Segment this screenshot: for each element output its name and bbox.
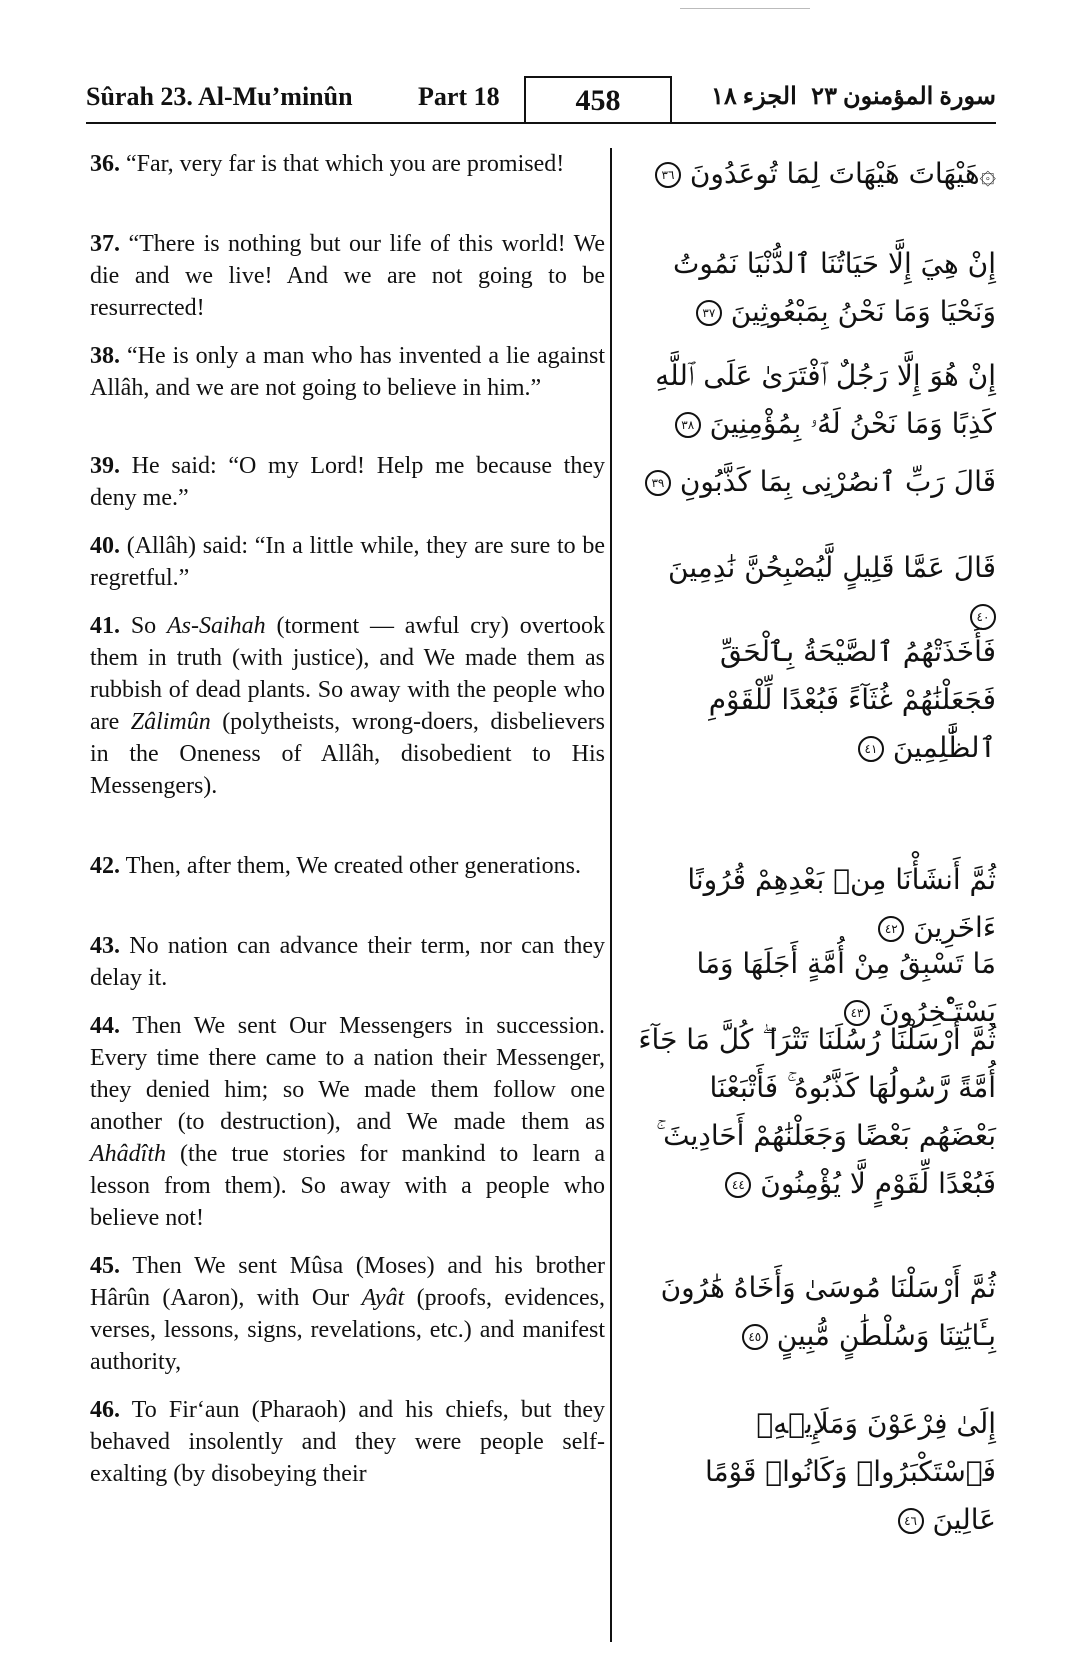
surah-title-ar: سورة المؤمنون ٢٣ — [811, 84, 996, 110]
verse-46: 46. To Fir‘aun (Pharaoh) and his chiefs, but they behaved insolently and they were people self-exalting (by disobeying their — [90, 1397, 605, 1487]
verse-end-marker: ٤٣ — [844, 1000, 870, 1026]
verse-end-marker: ٤٤ — [725, 1172, 751, 1198]
arabic-verse-38: إِنْ هُوَ إِلَّا رَجُلٌ ٱفْتَرَىٰ عَلَى ٱللَّهِ كَذِبًا وَمَا نَحْنُ لَهُۥ بِمُؤْمِنِينَ ٣٨ — [655, 359, 996, 440]
verse-end-marker: ٤٢ — [878, 916, 904, 942]
verse-39: 39. He said: “O my Lord! Help me because they deny me.” — [90, 453, 605, 511]
part-label-ar: الجزء ١٨ — [711, 84, 797, 110]
verse-38: 38. “He is only a man who has invented a lie against Allâh, and we are not going to believe in him.” — [90, 343, 605, 401]
verse-37: 37. “There is nothing but our life of this world! We die and we live! And we are not going to be resurrected! — [90, 231, 605, 321]
verse-end-marker: ٣٩ — [645, 470, 671, 496]
verse-end-marker: ٤٦ — [898, 1508, 924, 1534]
verse-41: 41. So As-Saihah (torment — awful cry) overtook them in truth (with justice), and We made them as rubbish of dead plants. So away with the people who are Zâlimûn (polytheists, wrong-doers, disbelievers in the Oneness of Allâh, disobedient to His Messengers). — [90, 613, 606, 799]
header-rule — [86, 122, 996, 124]
arabic-verse-39: قَالَ رَبِّ ٱنصُرْنِى بِمَا كَذَّبُونِ ٣٩ — [636, 458, 996, 506]
verse-end-marker: ٤٥ — [742, 1324, 768, 1350]
arabic-verse-44: ثُمَّ أَرْسَلْنَا رُسُلَنَا تَتْرَا ۖ كُلَّ مَا جَآءَ أُمَّةً رَّسُولُهَا كَذَّبُوهُ ۚ فَأَتْبَعْنَا بَعْضَهُم بَعْضًا وَجَعَلْنَٰهُمْ أَحَادِيثَ ۚ فَبُعْدًا لِّقَوْمٍ لَّا يُؤْمِنُونَ ٤٤ — [638, 1023, 996, 1200]
verse-36: 36. “Far, very far is that which you are promised! — [90, 151, 565, 177]
verse-40: 40. (Allâh) said: “In a little while, they are sure to be regretful.” — [90, 533, 605, 591]
verse-42: 42. Then, after them, We created other generations. — [90, 853, 581, 879]
verse-end-marker: ٤٠ — [970, 604, 996, 630]
verse-45: 45. Then We sent Mûsa (Moses) and his brother Hârûn (Aaron), with Our Ayât (proofs, evidences, verses, lessons, signs, revelations, etc.) and manifest authority, — [90, 1253, 605, 1375]
arabic-verse-42: ثُمَّ أَنشَأْنَا مِنۢ بَعْدِهِمْ قُرُونًا ءَاخَرِينَ ٤٢ — [687, 863, 996, 944]
column-divider — [610, 148, 612, 1642]
arabic-verse-37: إِنْ هِيَ إِلَّا حَيَاتُنَا ٱلدُّنْيَا نَمُوتُ وَنَحْيَا وَمَا نَحْنُ بِمَبْعُوثِينَ ٣٧ — [673, 247, 996, 328]
arabic-verse-43: مَا تَسْبِقُ مِنْ أُمَّةٍ أَجَلَهَا وَمَا يَسْتَـْٔخِرُونَ ٤٣ — [696, 947, 996, 1028]
arabic-verse-41: فَأَخَذَتْهُمُ ٱلصَّيْحَةُ بِٱلْحَقِّ فَجَعَلْنَٰهُمْ غُثَآءً فَبُعْدًا لِّلْقَوْمِ ٱلظَّٰلِمِينَ ٤١ — [708, 635, 996, 764]
arabic-verse-36: ۞هَيْهَاتَ هَيْهَاتَ لِمَا تُوعَدُونَ ٣٦ — [636, 150, 996, 198]
arabic-verse-40: قَالَ عَمَّا قَلِيلٍ لَّيُصْبِحُنَّ نَٰدِمِينَ ٤٠ — [636, 544, 996, 640]
arabic-verse-46: إِلَىٰ فِرْعَوْنَ وَمَلَإِي۟هِۦ فَٱسْتَكْبَرُوا۟ وَكَانُوا۟ قَوْمًا عَالِينَ ٤٦ — [705, 1407, 996, 1536]
page-number: 458 — [524, 76, 672, 124]
verse-44: 44. Then We sent Our Messengers in succession. Every time there came to a nation their Messenger, they denied him; so We made them follow one another (to destruction), and We made them as Ahâdîth (the true stories for mankind to learn a lesson from them). So away with a people who believe not! — [90, 1013, 605, 1231]
part-label-en: Part 18 — [418, 82, 500, 111]
verse-end-marker: ٣٨ — [675, 412, 701, 438]
top-rule — [680, 8, 810, 9]
arabic-verse-45: ثُمَّ أَرْسَلْنَا مُوسَىٰ وَأَخَاهُ هَٰرُونَ بِـَٔايَٰتِنَا وَسُلْطَٰنٍ مُّبِينٍ ٤٥ — [660, 1271, 996, 1352]
verse-43: 43. No nation can advance their term, nor can they delay it. — [90, 933, 605, 991]
verse-end-marker: ٣٧ — [696, 300, 722, 326]
verse-end-marker: ٣٦ — [655, 162, 681, 188]
surah-title-en: Sûrah 23. Al-Mu’minûn — [86, 82, 353, 111]
page-header — [86, 76, 996, 124]
verse-end-marker: ٤١ — [858, 736, 884, 762]
